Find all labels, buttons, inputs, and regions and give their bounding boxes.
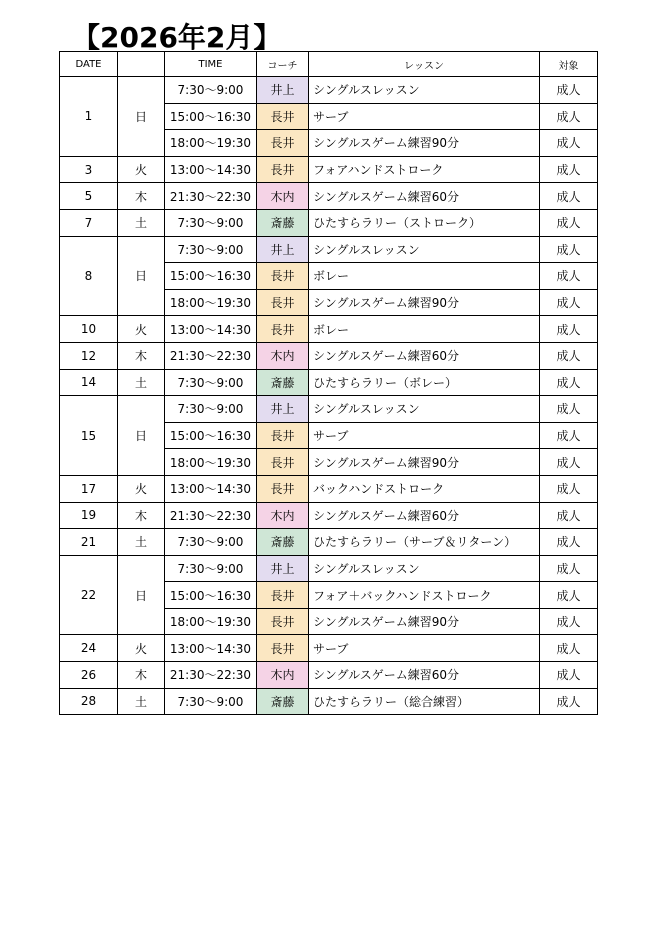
weekday-cell: 日 [118, 555, 165, 635]
coach-cell: 斎藤 [257, 209, 309, 236]
target-cell: 成人 [540, 662, 598, 689]
coach-cell: 長井 [257, 582, 309, 609]
lesson-cell: サーブ [309, 635, 540, 662]
coach-cell: 井上 [257, 396, 309, 423]
coach-cell: 長井 [257, 130, 309, 157]
weekday-cell: 日 [118, 396, 165, 476]
header-day [118, 52, 165, 77]
target-cell: 成人 [540, 183, 598, 210]
lesson-cell: シングルスレッスン [309, 555, 540, 582]
header-lesson: レッスン [309, 52, 540, 77]
coach-cell: 長井 [257, 608, 309, 635]
target-cell: 成人 [540, 475, 598, 502]
date-cell: 15 [60, 396, 118, 476]
date-cell: 12 [60, 342, 118, 369]
coach-cell: 木内 [257, 342, 309, 369]
date-cell: 22 [60, 555, 118, 635]
lesson-cell: ボレー [309, 316, 540, 343]
schedule-table [59, 51, 598, 715]
time-cell: 7:30〜9:00 [165, 396, 257, 423]
lesson-cell: シングルスレッスン [309, 77, 540, 104]
lesson-cell: シングルスゲーム練習90分 [309, 608, 540, 635]
time-cell: 7:30〜9:00 [165, 555, 257, 582]
table-row [60, 688, 598, 715]
header-target: 対象 [540, 52, 598, 77]
target-cell: 成人 [540, 156, 598, 183]
time-cell: 15:00〜16:30 [165, 103, 257, 130]
lesson-cell: シングルスゲーム練習90分 [309, 130, 540, 157]
date-cell: 21 [60, 529, 118, 556]
time-cell: 13:00〜14:30 [165, 635, 257, 662]
target-cell: 成人 [540, 529, 598, 556]
lesson-cell: シングルスゲーム練習60分 [309, 342, 540, 369]
weekday-cell: 木 [118, 502, 165, 529]
target-cell: 成人 [540, 449, 598, 476]
target-cell: 成人 [540, 369, 598, 396]
table-row [60, 475, 598, 502]
time-cell: 21:30〜22:30 [165, 502, 257, 529]
header-time: TIME [165, 52, 257, 77]
table-row [60, 342, 598, 369]
lesson-cell: シングルスゲーム練習60分 [309, 502, 540, 529]
time-cell: 21:30〜22:30 [165, 342, 257, 369]
table-row [60, 209, 598, 236]
time-cell: 13:00〜14:30 [165, 475, 257, 502]
weekday-cell: 土 [118, 369, 165, 396]
coach-cell: 長井 [257, 475, 309, 502]
time-cell: 18:00〜19:30 [165, 289, 257, 316]
target-cell: 成人 [540, 555, 598, 582]
lesson-cell: ひたすらラリー（総合練習） [309, 688, 540, 715]
coach-cell: 木内 [257, 183, 309, 210]
lesson-cell: フォア＋バックハンドストローク [309, 582, 540, 609]
weekday-cell: 土 [118, 529, 165, 556]
lesson-cell: シングルスレッスン [309, 236, 540, 263]
lesson-cell: ボレー [309, 263, 540, 290]
weekday-cell: 火 [118, 475, 165, 502]
time-cell: 21:30〜22:30 [165, 183, 257, 210]
lesson-cell: バックハンドストローク [309, 475, 540, 502]
weekday-cell: 土 [118, 209, 165, 236]
time-cell: 7:30〜9:00 [165, 209, 257, 236]
target-cell: 成人 [540, 502, 598, 529]
target-cell: 成人 [540, 236, 598, 263]
time-cell: 18:00〜19:30 [165, 608, 257, 635]
date-cell: 19 [60, 502, 118, 529]
time-cell: 21:30〜22:30 [165, 662, 257, 689]
target-cell: 成人 [540, 608, 598, 635]
lesson-cell: シングルスゲーム練習60分 [309, 662, 540, 689]
coach-cell: 長井 [257, 263, 309, 290]
weekday-cell: 木 [118, 342, 165, 369]
weekday-cell: 木 [118, 662, 165, 689]
coach-cell: 斎藤 [257, 529, 309, 556]
target-cell: 成人 [540, 316, 598, 343]
lesson-cell: フォアハンドストローク [309, 156, 540, 183]
page-title: 【2026年2月】 [72, 21, 282, 54]
coach-cell: 長井 [257, 289, 309, 316]
table-row [60, 502, 598, 529]
coach-cell: 長井 [257, 316, 309, 343]
lesson-cell: シングルスゲーム練習90分 [309, 289, 540, 316]
lesson-cell: サーブ [309, 103, 540, 130]
date-cell: 17 [60, 475, 118, 502]
table-row [60, 236, 598, 263]
weekday-cell: 火 [118, 316, 165, 343]
weekday-cell: 日 [118, 236, 165, 316]
target-cell: 成人 [540, 422, 598, 449]
date-cell: 8 [60, 236, 118, 316]
coach-cell: 井上 [257, 236, 309, 263]
table-header-row [60, 52, 598, 77]
weekday-cell: 火 [118, 156, 165, 183]
date-cell: 28 [60, 688, 118, 715]
table-row [60, 529, 598, 556]
target-cell: 成人 [540, 77, 598, 104]
weekday-cell: 火 [118, 635, 165, 662]
weekday-cell: 土 [118, 688, 165, 715]
lesson-cell: シングルスレッスン [309, 396, 540, 423]
time-cell: 18:00〜19:30 [165, 130, 257, 157]
time-cell: 7:30〜9:00 [165, 369, 257, 396]
date-cell: 3 [60, 156, 118, 183]
lesson-cell: ひたすらラリー（ストローク） [309, 209, 540, 236]
coach-cell: 井上 [257, 77, 309, 104]
coach-cell: 長井 [257, 156, 309, 183]
header-coach: コーチ [257, 52, 309, 77]
schedule-body [60, 77, 598, 715]
table-row [60, 316, 598, 343]
target-cell: 成人 [540, 688, 598, 715]
time-cell: 13:00〜14:30 [165, 156, 257, 183]
coach-cell: 長井 [257, 103, 309, 130]
date-cell: 1 [60, 77, 118, 157]
time-cell: 7:30〜9:00 [165, 77, 257, 104]
lesson-cell: サーブ [309, 422, 540, 449]
time-cell: 15:00〜16:30 [165, 422, 257, 449]
date-cell: 5 [60, 183, 118, 210]
target-cell: 成人 [540, 130, 598, 157]
coach-cell: 木内 [257, 502, 309, 529]
target-cell: 成人 [540, 342, 598, 369]
table-row [60, 183, 598, 210]
target-cell: 成人 [540, 635, 598, 662]
weekday-cell: 日 [118, 77, 165, 157]
lesson-cell: ひたすらラリー（サーブ＆リターン） [309, 529, 540, 556]
lesson-cell: シングルスゲーム練習90分 [309, 449, 540, 476]
table-row [60, 635, 598, 662]
time-cell: 13:00〜14:30 [165, 316, 257, 343]
time-cell: 15:00〜16:30 [165, 582, 257, 609]
date-cell: 24 [60, 635, 118, 662]
date-cell: 26 [60, 662, 118, 689]
lesson-cell: ひたすらラリー（ボレー） [309, 369, 540, 396]
time-cell: 18:00〜19:30 [165, 449, 257, 476]
coach-cell: 木内 [257, 662, 309, 689]
target-cell: 成人 [540, 582, 598, 609]
lesson-cell: シングルスゲーム練習60分 [309, 183, 540, 210]
coach-cell: 斎藤 [257, 369, 309, 396]
time-cell: 7:30〜9:00 [165, 529, 257, 556]
coach-cell: 斎藤 [257, 688, 309, 715]
coach-cell: 長井 [257, 449, 309, 476]
target-cell: 成人 [540, 209, 598, 236]
table-row [60, 77, 598, 104]
target-cell: 成人 [540, 396, 598, 423]
date-cell: 14 [60, 369, 118, 396]
time-cell: 15:00〜16:30 [165, 263, 257, 290]
table-row [60, 662, 598, 689]
weekday-cell: 木 [118, 183, 165, 210]
time-cell: 7:30〜9:00 [165, 688, 257, 715]
table-row [60, 369, 598, 396]
table-row [60, 156, 598, 183]
time-cell: 7:30〜9:00 [165, 236, 257, 263]
header-date: DATE [60, 52, 118, 77]
coach-cell: 長井 [257, 635, 309, 662]
date-cell: 7 [60, 209, 118, 236]
table-row [60, 555, 598, 582]
target-cell: 成人 [540, 103, 598, 130]
table-row [60, 396, 598, 423]
coach-cell: 井上 [257, 555, 309, 582]
date-cell: 10 [60, 316, 118, 343]
target-cell: 成人 [540, 263, 598, 290]
coach-cell: 長井 [257, 422, 309, 449]
target-cell: 成人 [540, 289, 598, 316]
